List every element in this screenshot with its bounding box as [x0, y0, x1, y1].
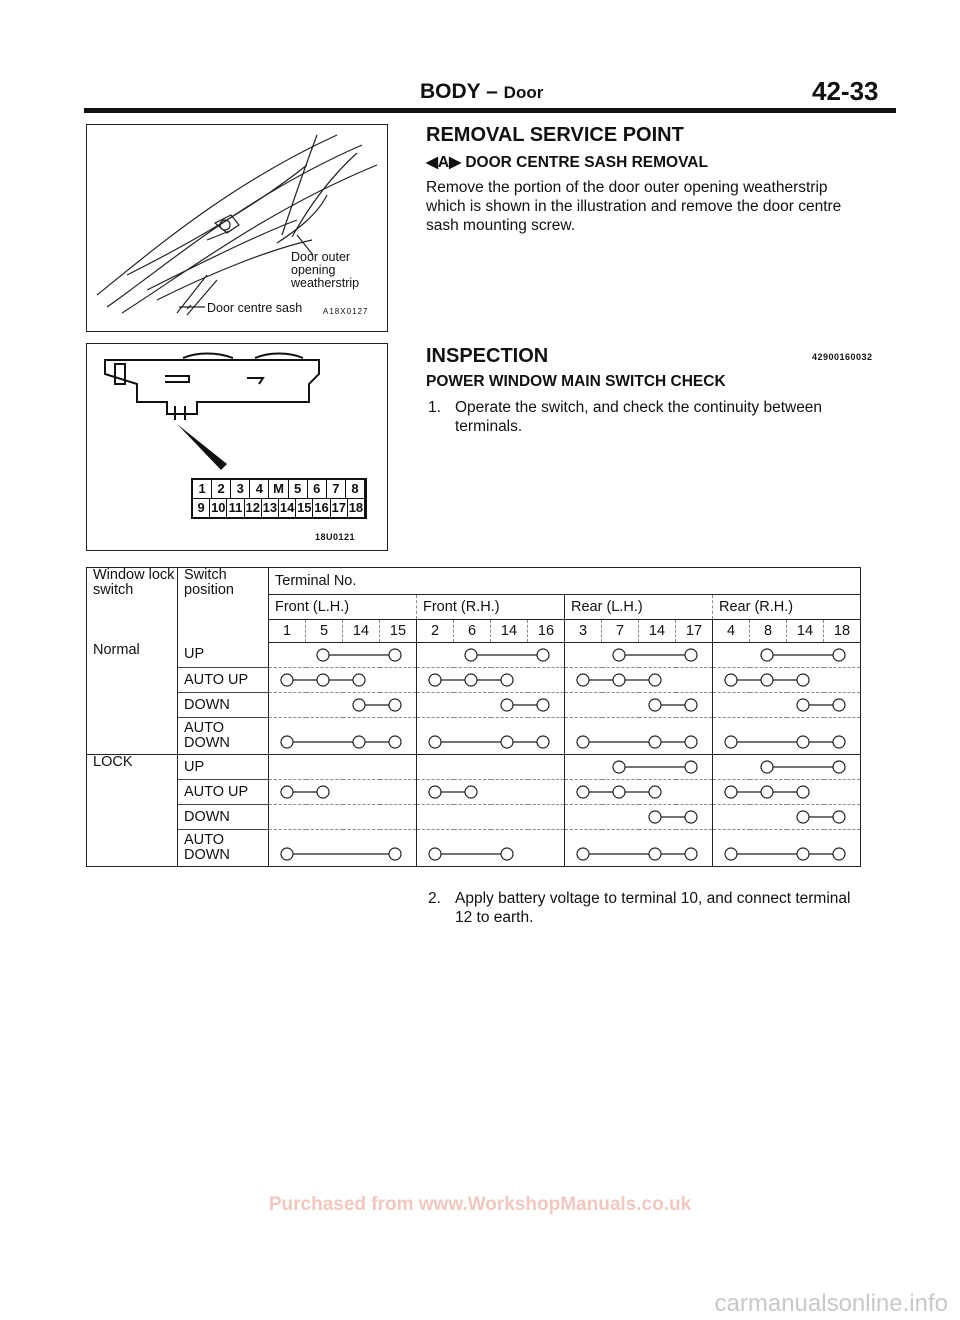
continuity-terminal-mark	[761, 786, 773, 798]
continuity-terminal-mark	[797, 699, 809, 711]
continuity-cell	[269, 830, 417, 867]
window-lock-header: Window lock switch	[87, 568, 178, 643]
continuity-terminal-mark	[685, 811, 697, 823]
continuity-diagram	[713, 805, 857, 829]
continuity-terminal-mark	[797, 674, 809, 686]
continuity-terminal-mark	[281, 786, 293, 798]
continuity-terminal-mark	[577, 674, 589, 686]
continuity-diagram	[713, 693, 857, 717]
continuity-cell	[269, 780, 417, 805]
continuity-terminal-mark	[613, 674, 625, 686]
continuity-diagram	[565, 693, 709, 717]
continuity-terminal-mark	[685, 848, 697, 860]
continuity-terminal-mark	[317, 674, 329, 686]
continuity-diagram	[565, 755, 709, 779]
continuity-terminal-mark	[833, 649, 845, 661]
connector-row-2	[191, 499, 367, 519]
continuity-terminal-mark	[577, 786, 589, 798]
connector-pin: 1	[193, 480, 212, 498]
continuity-terminal-mark	[685, 699, 697, 711]
terminal-group-header: Front (R.H.)	[417, 595, 565, 620]
continuity-terminal-mark	[429, 848, 441, 860]
switch-connector-figure	[86, 343, 388, 551]
continuity-terminal-mark	[317, 649, 329, 661]
continuity-diagram	[269, 693, 413, 717]
continuity-cell	[417, 668, 565, 693]
connector-pin-diagram	[191, 478, 367, 519]
header-rule	[84, 108, 896, 113]
continuity-terminal-mark	[389, 736, 401, 748]
sash-callout: Door centre sash	[207, 301, 303, 315]
continuity-terminal-mark	[725, 848, 737, 860]
terminal-number: 3	[565, 620, 602, 643]
continuity-cell	[565, 693, 713, 718]
continuity-diagram	[269, 805, 413, 829]
continuity-cell	[713, 780, 861, 805]
continuity-terminal-mark	[281, 736, 293, 748]
connector-pin: 11	[227, 499, 244, 517]
continuity-cell	[417, 830, 565, 867]
page-number: 42-33	[812, 76, 879, 106]
continuity-terminal-mark	[429, 674, 441, 686]
terminal-number: 18	[824, 620, 861, 643]
continuity-terminal-mark	[501, 674, 513, 686]
window-lock-mode: Normal	[87, 643, 178, 755]
continuity-cell	[565, 830, 713, 867]
continuity-diagram	[713, 830, 857, 866]
continuity-diagram	[269, 830, 413, 866]
switch-position: UP	[178, 643, 269, 668]
connector-pin: 18	[348, 500, 364, 515]
connector-pin: 12	[245, 500, 260, 515]
step-2-number: 2.	[428, 890, 441, 907]
terminal-number: 17	[676, 620, 713, 643]
continuity-diagram	[417, 830, 561, 866]
continuity-cell	[565, 755, 713, 780]
continuity-terminal-mark	[613, 649, 625, 661]
continuity-cell	[269, 643, 417, 668]
continuity-diagram	[713, 718, 857, 754]
continuity-diagram	[417, 643, 561, 667]
continuity-diagram	[417, 693, 561, 717]
continuity-terminal-mark	[649, 674, 661, 686]
continuity-cell	[269, 693, 417, 718]
continuity-diagram	[565, 643, 709, 667]
terminal-number: 14	[787, 620, 824, 643]
continuity-diagram	[417, 805, 561, 829]
connector-pin: M	[269, 480, 288, 498]
terminal-number: 4	[713, 620, 750, 643]
weatherstrip-figure	[86, 124, 388, 332]
terminal-number: 14	[343, 620, 380, 643]
continuity-diagram	[565, 780, 709, 804]
removal-subheading: ◀A▶ DOOR CENTRE SASH REMOVAL	[426, 154, 708, 171]
switch-position: AUTO DOWN	[178, 830, 269, 867]
continuity-cell	[417, 643, 565, 668]
footer-link[interactable]: Purchased from www.WorkshopManuals.co.uk	[268, 1194, 692, 1215]
continuity-terminal-mark	[501, 848, 513, 860]
continuity-terminal-mark	[761, 674, 773, 686]
continuity-cell	[565, 805, 713, 830]
connector-pin: 14	[279, 500, 295, 515]
switch-position: UP	[178, 755, 269, 780]
continuity-terminal-mark	[649, 811, 661, 823]
terminal-number: 8	[750, 620, 787, 643]
continuity-diagram	[713, 780, 857, 804]
continuity-terminal-mark	[797, 736, 809, 748]
continuity-terminal-mark	[685, 761, 697, 773]
connector-pin: 3	[231, 480, 250, 498]
continuity-terminal-mark	[833, 699, 845, 711]
continuity-cell	[713, 718, 861, 755]
terminal-group-header: Rear (R.H.)	[713, 595, 861, 620]
continuity-cell	[713, 643, 861, 668]
continuity-diagram	[269, 755, 413, 779]
continuity-cell	[417, 693, 565, 718]
terminal-group-header: Rear (L.H.)	[565, 595, 713, 620]
switch-position: AUTO DOWN	[178, 718, 269, 755]
connector-pin: 10	[211, 500, 226, 515]
continuity-terminal-mark	[577, 848, 589, 860]
continuity-terminal-mark	[537, 649, 549, 661]
continuity-terminal-mark	[833, 761, 845, 773]
terminal-number: 16	[528, 620, 565, 643]
removal-heading: REMOVAL SERVICE POINT	[426, 124, 684, 146]
continuity-terminal-mark	[685, 736, 697, 748]
continuity-cell	[269, 755, 417, 780]
connector-pin: 5	[289, 480, 308, 498]
continuity-terminal-mark	[613, 761, 625, 773]
continuity-terminal-mark	[353, 736, 365, 748]
continuity-terminal-mark	[429, 786, 441, 798]
continuity-cell	[269, 718, 417, 755]
connector-pin: 2	[212, 480, 231, 498]
continuity-diagram	[713, 755, 857, 779]
step-1-text: Operate the switch, and check the continuity between terminals.	[455, 399, 823, 435]
continuity-cell	[417, 805, 565, 830]
continuity-diagram	[417, 780, 561, 804]
continuity-cell	[417, 718, 565, 755]
switch-position: DOWN	[178, 693, 269, 718]
window-lock-mode: LOCK	[87, 755, 178, 867]
terminal-number-header: Terminal No.	[269, 568, 861, 595]
continuity-terminal-mark	[577, 736, 589, 748]
continuity-terminal-mark	[353, 674, 365, 686]
continuity-diagram	[713, 668, 857, 692]
continuity-terminal-mark	[833, 736, 845, 748]
continuity-cell	[565, 668, 713, 693]
continuity-terminal-mark	[389, 649, 401, 661]
connector-pin: 16	[314, 500, 329, 515]
terminal-number: 2	[417, 620, 454, 643]
continuity-terminal-mark	[761, 649, 773, 661]
continuity-terminal-mark	[649, 848, 661, 860]
continuity-terminal-mark	[649, 699, 661, 711]
continuity-diagram	[565, 718, 709, 754]
terminal-number: 1	[269, 620, 306, 643]
connector-pin: 4	[250, 480, 269, 498]
connector-pin: 6	[308, 480, 327, 498]
continuity-terminal-mark	[537, 699, 549, 711]
continuity-terminal-mark	[833, 811, 845, 823]
switch-illustration	[87, 344, 387, 550]
continuity-terminal-mark	[465, 649, 477, 661]
continuity-terminal-mark	[537, 736, 549, 748]
terminal-number: 14	[639, 620, 676, 643]
figure-code: A18X0127	[323, 307, 369, 316]
continuity-cell	[565, 643, 713, 668]
continuity-terminal-mark	[685, 649, 697, 661]
continuity-diagram	[565, 805, 709, 829]
continuity-terminal-mark	[725, 736, 737, 748]
continuity-terminal-mark	[725, 674, 737, 686]
continuity-terminal-mark	[353, 699, 365, 711]
connector-pin: 15	[297, 500, 312, 515]
continuity-terminal-mark	[389, 699, 401, 711]
continuity-diagram	[417, 718, 561, 754]
terminal-number: 14	[491, 620, 528, 643]
inspection-code: 42900160032	[812, 352, 873, 362]
inspection-heading: INSPECTION	[426, 345, 549, 367]
continuity-diagram	[269, 643, 413, 667]
continuity-table	[86, 567, 861, 867]
switch-position: AUTO UP	[178, 780, 269, 805]
continuity-cell	[713, 755, 861, 780]
continuity-terminal-mark	[797, 811, 809, 823]
connector-pin: 9	[193, 499, 210, 517]
continuity-terminal-mark	[797, 848, 809, 860]
continuity-terminal-mark	[797, 786, 809, 798]
continuity-terminal-mark	[613, 786, 625, 798]
continuity-cell	[713, 830, 861, 867]
step-2-text: Apply battery voltage to terminal 10, and connect terminal 12 to earth.	[455, 890, 851, 926]
continuity-terminal-mark	[281, 848, 293, 860]
weatherstrip-callout: Door outer opening weatherstrip	[291, 250, 360, 290]
continuity-diagram	[713, 643, 857, 667]
figure-code: 18U0121	[315, 532, 356, 542]
terminal-number: 7	[602, 620, 639, 643]
continuity-diagram	[417, 668, 561, 692]
continuity-terminal-mark	[317, 786, 329, 798]
connector-pin: 17	[331, 500, 346, 515]
terminal-number: 5	[306, 620, 343, 643]
watermark: carmanualsonline.info	[714, 1290, 948, 1317]
continuity-terminal-mark	[465, 786, 477, 798]
continuity-terminal-mark	[281, 674, 293, 686]
continuity-terminal-mark	[649, 736, 661, 748]
continuity-terminal-mark	[501, 736, 513, 748]
continuity-terminal-mark	[649, 786, 661, 798]
continuity-cell	[269, 668, 417, 693]
continuity-terminal-mark	[833, 848, 845, 860]
removal-text: Remove the portion of the door outer opening weatherstrip which is shown in the illustration and remove the door centre sash mounting screw.	[426, 179, 842, 234]
switch-position-header: Switch position	[178, 568, 269, 643]
connector-pin: 8	[346, 480, 365, 498]
continuity-terminal-mark	[429, 736, 441, 748]
continuity-cell	[417, 780, 565, 805]
service-point-marker: ◀A▶	[426, 154, 462, 171]
connector-pin: 7	[327, 480, 346, 498]
terminal-number: 6	[454, 620, 491, 643]
switch-position: AUTO UP	[178, 668, 269, 693]
continuity-terminal-mark	[725, 786, 737, 798]
continuity-cell	[269, 805, 417, 830]
continuity-diagram	[269, 668, 413, 692]
continuity-cell	[713, 805, 861, 830]
continuity-terminal-mark	[761, 761, 773, 773]
continuity-cell	[713, 693, 861, 718]
continuity-cell	[565, 718, 713, 755]
terminal-group-header: Front (L.H.)	[269, 595, 417, 620]
continuity-terminal-mark	[501, 699, 513, 711]
continuity-diagram	[565, 668, 709, 692]
continuity-terminal-mark	[465, 674, 477, 686]
connector-pin: 13	[262, 500, 278, 515]
inspection-subheading: POWER WINDOW MAIN SWITCH CHECK	[426, 373, 726, 390]
connector-row-1	[191, 478, 367, 499]
continuity-diagram	[269, 780, 413, 804]
continuity-cell	[417, 755, 565, 780]
section-title: BODY – Door	[420, 80, 544, 103]
continuity-diagram	[565, 830, 709, 866]
step-1-number: 1.	[428, 399, 441, 416]
terminal-number: 15	[380, 620, 417, 643]
continuity-terminal-mark	[389, 848, 401, 860]
continuity-cell	[713, 668, 861, 693]
continuity-cell	[565, 780, 713, 805]
continuity-diagram	[417, 755, 561, 779]
switch-position: DOWN	[178, 805, 269, 830]
continuity-diagram	[269, 718, 413, 754]
